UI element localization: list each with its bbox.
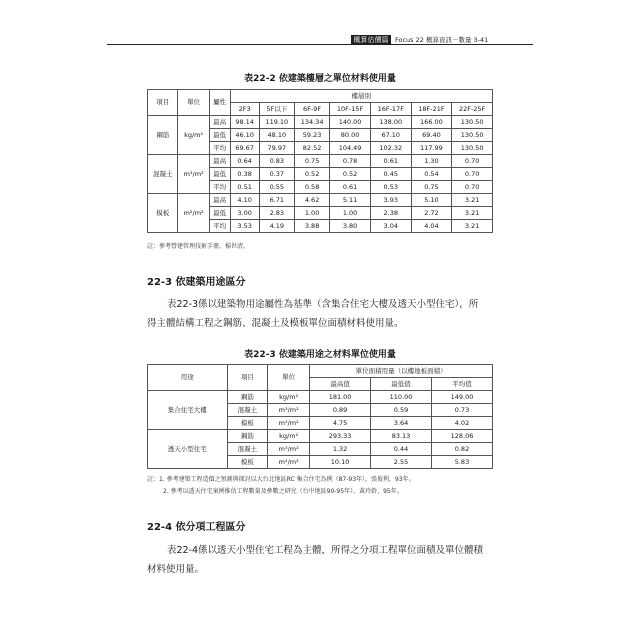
header-use: 用途	[148, 365, 228, 391]
value-cell: 2.38	[370, 207, 411, 220]
book-page	[107, 0, 533, 640]
value-cell: 5.10	[411, 194, 452, 207]
header-floor-col: 16F-17F	[370, 103, 411, 116]
value-cell: 0.51	[230, 181, 259, 194]
item-cell: 鋼筋	[227, 430, 268, 443]
value-cell: 140.00	[330, 116, 371, 129]
table-row	[148, 116, 493, 129]
value-cell: 3.88	[294, 220, 329, 233]
item-cell: 鋼筋	[148, 116, 178, 155]
value-cell: 3.21	[452, 220, 493, 233]
value-cell: 181.00	[310, 391, 371, 404]
value-cell: 102.32	[370, 142, 411, 155]
item-cell: 模板	[148, 194, 178, 233]
header-usage-col: 平均值	[431, 378, 492, 391]
item-cell: 模板	[227, 417, 268, 430]
value-cell: 0.64	[230, 155, 259, 168]
value-cell: 0.61	[370, 155, 411, 168]
value-cell: 0.38	[230, 168, 259, 181]
value-cell: 0.54	[411, 168, 452, 181]
value-cell: 98.14	[230, 116, 259, 129]
item-cell: 混凝土	[227, 404, 268, 417]
value-cell: 0.61	[330, 181, 371, 194]
header-floor-group: 樓層別	[230, 90, 492, 103]
value-cell: 5.11	[330, 194, 371, 207]
value-cell: 1.00	[330, 207, 371, 220]
value-cell: 4.62	[294, 194, 329, 207]
running-header: Focus 22 概算資訊－數量 3-41	[395, 36, 489, 44]
value-cell: 4.19	[259, 220, 294, 233]
header-floor-col: 10F-15F	[330, 103, 371, 116]
value-cell: 0.75	[294, 155, 329, 168]
value-cell: 4.04	[411, 220, 452, 233]
value-cell: 67.10	[370, 129, 411, 142]
value-cell: 0.70	[452, 168, 493, 181]
header-attr: 屬性	[209, 90, 230, 116]
table2-note-1: 註：1. 參考建築工程造價之預測與探討以大台北地區RC 集合住宅為例（87-93年），張俊利，93年。	[147, 476, 415, 483]
header-usage-group: 單位面積用量（以樓地板面積）	[310, 365, 493, 378]
use-cell: 集合住宅大樓	[148, 391, 228, 430]
value-cell: 0.82	[431, 443, 492, 456]
table2-caption: 表22-3 依建築用途之材料單位使用量	[244, 350, 396, 360]
value-cell: 3.04	[370, 220, 411, 233]
section-22-3-line1: 表22-3係以建築物用途屬性為基準（含集合住宅大樓及透天小型住宅），所	[167, 299, 479, 310]
table-row	[148, 391, 493, 404]
value-cell: 79.97	[259, 142, 294, 155]
item-cell: 鋼筋	[227, 391, 268, 404]
value-cell: 3.00	[230, 207, 259, 220]
value-cell: 3.80	[330, 220, 371, 233]
attr-cell: 平均	[209, 142, 230, 155]
value-cell: 1.30	[411, 155, 452, 168]
header-item: 項目	[227, 365, 268, 391]
value-cell: 0.70	[452, 181, 493, 194]
attr-cell: 平均	[209, 181, 230, 194]
item-cell: 模板	[227, 456, 268, 469]
value-cell: 134.34	[294, 116, 329, 129]
table-row	[148, 430, 493, 443]
unit-cell: m²/m²	[268, 456, 310, 469]
table-row	[148, 194, 493, 207]
value-cell: 10.10	[310, 456, 371, 469]
value-cell: 3.21	[452, 207, 493, 220]
header-floor-col: 6F-9F	[294, 103, 329, 116]
attr-cell: 最低	[209, 129, 230, 142]
section-22-4-heading: 22-4 依分項工程區分	[147, 522, 246, 533]
value-cell: 0.52	[294, 168, 329, 181]
header-floor-col: 2F3	[230, 103, 259, 116]
header-item: 項目	[148, 90, 178, 116]
attr-cell: 最低	[209, 207, 230, 220]
value-cell: 2.72	[411, 207, 452, 220]
value-cell: 117.99	[411, 142, 452, 155]
value-cell: 83.13	[371, 430, 432, 443]
value-cell: 130.50	[452, 116, 493, 129]
value-cell: 293.33	[310, 430, 371, 443]
value-cell: 4.10	[230, 194, 259, 207]
chapter-badge: 概算估價篇	[351, 35, 391, 45]
attr-cell: 最高	[209, 116, 230, 129]
section-22-4-line1: 表22-4係以透天小型住宅工程為主體，所得之分項工程單位面積及單位體積	[167, 545, 484, 556]
value-cell: 0.44	[371, 443, 432, 456]
attr-cell: 最高	[209, 155, 230, 168]
value-cell: 2.83	[259, 207, 294, 220]
value-cell: 59.23	[294, 129, 329, 142]
header-floor-col: 18F-21F	[411, 103, 452, 116]
unit-cell: m³/m²	[268, 404, 310, 417]
value-cell: 1.00	[294, 207, 329, 220]
use-cell: 透天小型住宅	[148, 430, 228, 469]
table1-note: 註：參考營建管理技術手冊，楊世清。	[147, 243, 250, 250]
value-cell: 4.02	[431, 417, 492, 430]
value-cell: 1.32	[310, 443, 371, 456]
table-row	[148, 155, 493, 168]
header-unit: 單位	[178, 90, 209, 116]
use-material-table	[147, 364, 493, 469]
unit-cell: m³/m²	[178, 155, 209, 194]
value-cell: 104.49	[330, 142, 371, 155]
table2-note-2: 2. 參考以透天住宅案例推估工程數量及參數之研究（台中地區90-95年），黃玲鈴，95年。	[163, 488, 403, 495]
table1-caption: 表22-2 依建築樓層之單位材料使用量	[244, 74, 396, 84]
attr-cell: 最低	[209, 168, 230, 181]
value-cell: 166.00	[411, 116, 452, 129]
value-cell: 3.53	[230, 220, 259, 233]
header-usage-col: 最低值	[371, 378, 432, 391]
value-cell: 82.52	[294, 142, 329, 155]
value-cell: 46.10	[230, 129, 259, 142]
value-cell: 80.00	[330, 129, 371, 142]
value-cell: 4.75	[310, 417, 371, 430]
floor-material-table	[147, 89, 493, 233]
value-cell: 119.10	[259, 116, 294, 129]
header-floor-col: 5F以下	[259, 103, 294, 116]
value-cell: 110.00	[371, 391, 432, 404]
value-cell: 3.21	[452, 194, 493, 207]
value-cell: 0.73	[431, 404, 492, 417]
value-cell: 69.40	[411, 129, 452, 142]
item-cell: 混凝土	[148, 155, 178, 194]
value-cell: 0.52	[330, 168, 371, 181]
value-cell: 0.83	[259, 155, 294, 168]
header-floor-col: 22F-25F	[452, 103, 493, 116]
section-22-4-line2: 材料使用量。	[147, 564, 205, 575]
value-cell: 0.55	[259, 181, 294, 194]
header-usage-col: 最高值	[310, 378, 371, 391]
unit-cell: m²/m²	[178, 194, 209, 233]
attr-cell: 平均	[209, 220, 230, 233]
value-cell: 0.53	[370, 181, 411, 194]
value-cell: 128.06	[431, 430, 492, 443]
value-cell: 138.00	[370, 116, 411, 129]
unit-cell: kg/m²	[178, 116, 209, 155]
value-cell: 149.00	[431, 391, 492, 404]
value-cell: 0.78	[330, 155, 371, 168]
value-cell: 3.64	[371, 417, 432, 430]
value-cell: 0.89	[310, 404, 371, 417]
value-cell: 2.55	[371, 456, 432, 469]
value-cell: 0.70	[452, 155, 493, 168]
value-cell: 0.37	[259, 168, 294, 181]
value-cell: 130.50	[452, 142, 493, 155]
unit-cell: kg/m²	[268, 391, 310, 404]
section-22-3-line2: 得主體結構工程之鋼筋、混凝土及模板單位面積材料使用量。	[147, 318, 404, 329]
value-cell: 0.75	[411, 181, 452, 194]
value-cell: 0.45	[370, 168, 411, 181]
unit-cell: m³/m²	[268, 443, 310, 456]
attr-cell: 最高	[209, 194, 230, 207]
value-cell: 48.10	[259, 129, 294, 142]
section-22-3-heading: 22-3 依建築用途區分	[147, 277, 246, 288]
unit-cell: kg/m²	[268, 430, 310, 443]
value-cell: 130.50	[452, 129, 493, 142]
item-cell: 混凝土	[227, 443, 268, 456]
value-cell: 0.59	[371, 404, 432, 417]
value-cell: 69.67	[230, 142, 259, 155]
value-cell: 0.58	[294, 181, 329, 194]
value-cell: 5.83	[431, 456, 492, 469]
header-unit: 單位	[268, 365, 310, 391]
unit-cell: m²/m²	[268, 417, 310, 430]
value-cell: 3.93	[370, 194, 411, 207]
value-cell: 6.71	[259, 194, 294, 207]
